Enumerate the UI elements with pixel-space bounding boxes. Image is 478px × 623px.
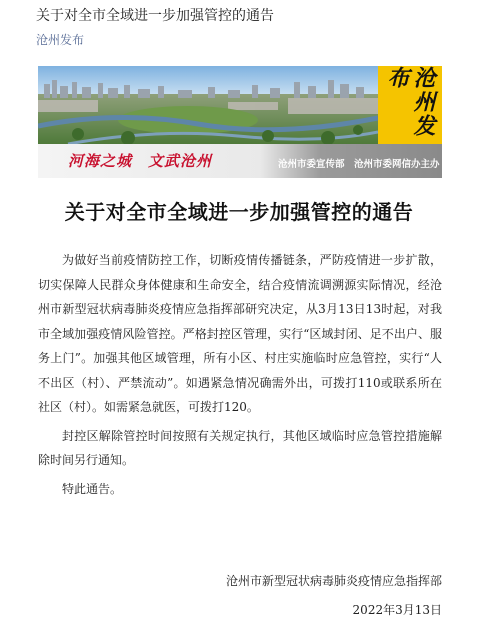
notice-heading: 关于对全市全域进一步加强管控的通告 [64, 200, 414, 224]
notice-paragraph: 特此通告。 [62, 481, 123, 496]
city-aerial-photo [38, 66, 378, 144]
notice-paragraph: 为做好当前疫情防控工作，切断疫情传播链条，严防疫情进一步扩散，切实保障人民群众身体健康和生命安全，结合疫情流调溯源实际情况，经沧州市新型冠状病毒肺炎疫情应急指挥部研究决定，从3月13日13时起，对我市全域加强疫情风险管控。严格封控区管理，实行“区域封闭、足不出户、服务上门”。加强其他区域管理，所有小区、村庄实施临时应急管控，实行“人不出区（村）、严禁流动”。如遇紧急情况确需外出，可拨打110或联系所在社区（村）。如需紧急就医，可拨打120。 [38, 253, 442, 414]
article-title: 关于对全市全域进一步加强管控的通告 [36, 8, 274, 24]
banner-credit: 沧州市委宣传部 沧州市委网信办主办 [278, 159, 440, 170]
notice-paragraph: 封控区解除管控时间按照有关规定执行，其他区域临时应急管控措施解除时间另行通知。 [38, 428, 442, 467]
issuer-signature: 沧州市新型冠状病毒肺炎疫情应急指挥部 [225, 574, 442, 588]
issue-date: 2022年3月13日 [352, 603, 442, 617]
notice-body [38, 248, 442, 505]
banner-slogan: 河海之城 文武沧州 [68, 152, 213, 170]
brand-logo-text: 沧州发布 [384, 66, 436, 138]
account-name-link[interactable]: 沧州发布 [36, 33, 85, 47]
header-banner [38, 66, 442, 178]
brand-logo [378, 66, 442, 144]
